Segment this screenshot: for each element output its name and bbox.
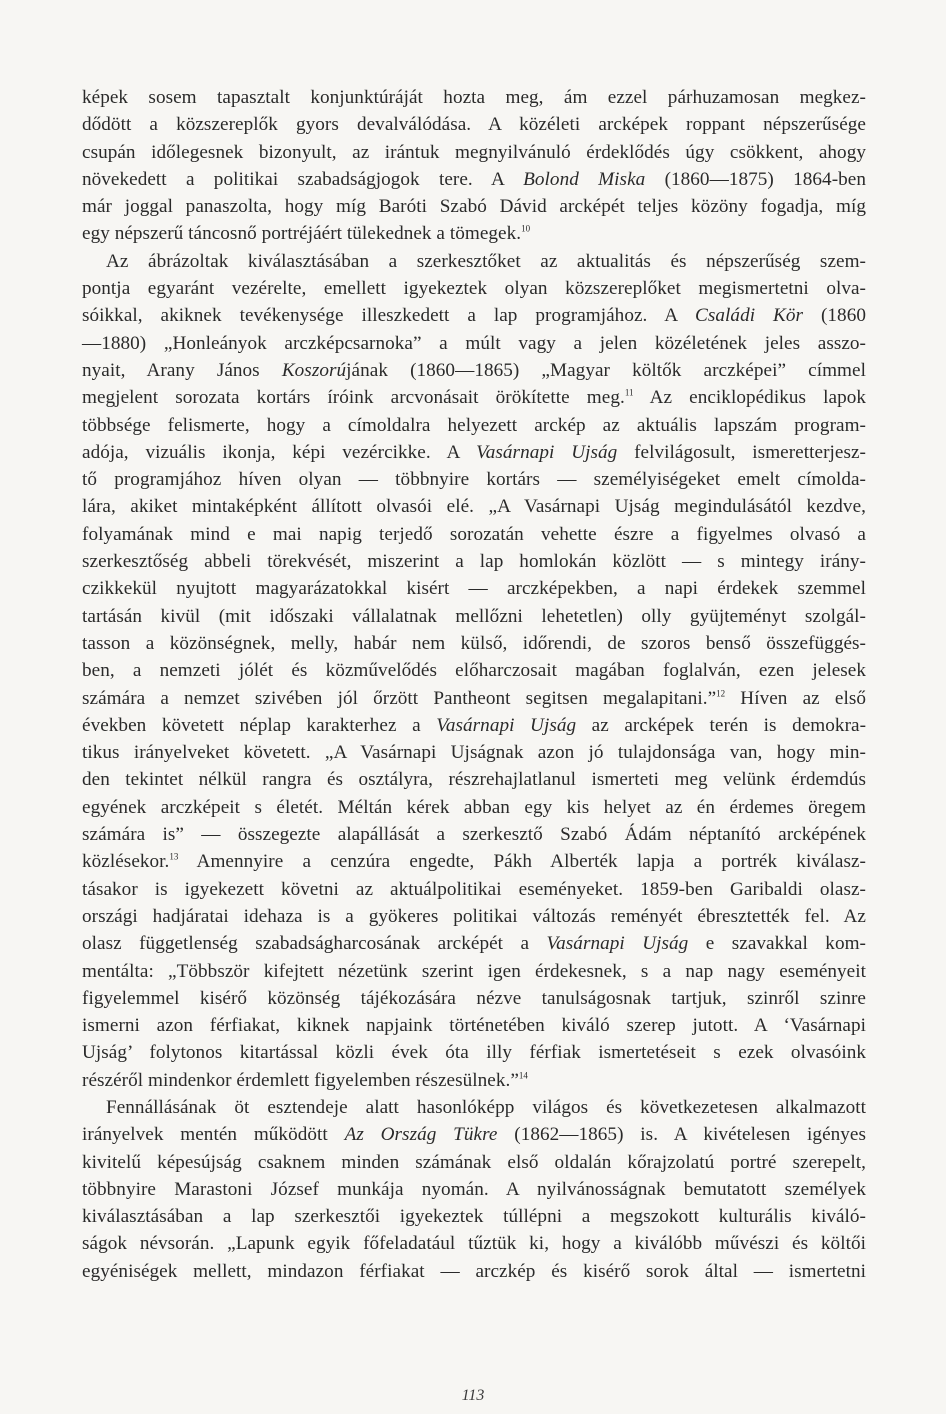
footnote-marker: 13 bbox=[169, 851, 179, 862]
text-line bbox=[82, 1230, 866, 1257]
text-run: (1860 bbox=[803, 305, 866, 327]
text-run: csupán időlegesnek bizonyult, az irántuk megnyilvánuló érdeklődés úgy csökkent, ahogy bbox=[82, 141, 866, 163]
text-line bbox=[82, 521, 866, 548]
text-line bbox=[82, 985, 866, 1012]
text-run: számára a nemzet szivében jól őrzött Pantheont segitsen megalapitani.” bbox=[82, 687, 717, 709]
text-line bbox=[82, 412, 866, 439]
text-run: tartásán kivül (mit időszaki vállalatnak mellőzni lehetetlen) olly gyüjteményt szolgál- bbox=[82, 605, 866, 627]
text-run: szerkesztőség abbeli törekvését, miszerint a lap homlokán közlött — s mintegy irány- bbox=[82, 551, 866, 573]
text-run: tő programjához híven olyan — többnyire kortárs — személyiségeket emelt címolda- bbox=[82, 469, 866, 491]
text-line bbox=[82, 275, 866, 302]
text-run: czikkekül nyujtott magyarázatokkal kisért — arczképekben, a napi érdekek szemmel bbox=[82, 578, 866, 600]
text-run: Fennállásának öt esztendeje alatt hasonlóképp világos és következetesen alkalmazott bbox=[106, 1096, 866, 1118]
text-line bbox=[82, 493, 866, 520]
text-line bbox=[82, 630, 866, 657]
text-run: egyéniségek mellett, mindazon férfiakat — arczkép és kisérő sorok által — ismertetni bbox=[82, 1260, 866, 1282]
footnote-marker: 11 bbox=[624, 387, 634, 398]
text-line bbox=[82, 193, 866, 220]
text-line bbox=[82, 848, 866, 875]
text-run: ben, a nemzeti jólét és közművelődés előharczosait magában foglalván, ezen jelesek bbox=[82, 660, 866, 682]
text-run: mentálta: „Többször kifejtett nézetünk szerint igen érdekesnek, s a nap nagy eseményeit bbox=[82, 960, 866, 982]
text-run: években követett néplap karakterhez a bbox=[82, 714, 437, 736]
text-run: közlésekor. bbox=[82, 851, 170, 873]
text-line bbox=[82, 903, 866, 930]
text-run: többsége felismerte, hogy a címoldalra helyezett arckép az aktuális lapszám program- bbox=[82, 414, 866, 436]
footnote-marker: 12 bbox=[716, 688, 726, 699]
text-run: növekedett a politikai szabadságjogok tere. A bbox=[82, 168, 524, 190]
text-run: irányelvek mentén működött bbox=[82, 1124, 345, 1146]
text-line bbox=[82, 220, 866, 247]
text-run: országi hadjáratai idehaza is a gyökeres politikai változás reményét ébresztették fel. Az bbox=[82, 905, 866, 927]
text-line bbox=[82, 766, 866, 793]
text-run: figyelemmel kisérő közönség tájékozására nézve tanulságosnak tartjuk, szinről szinre bbox=[82, 987, 866, 1009]
paragraph-2 bbox=[82, 248, 866, 1094]
italic-title: Vasárnapi Ujság bbox=[476, 441, 618, 463]
text-line bbox=[82, 1039, 866, 1066]
text-run: adója, vizuális ikonja, képi vezércikke. A bbox=[82, 441, 477, 463]
text-run: ismerni azon férfiakat, kiknek napjaink történetében kiváló szerep jutott. A ‘Vasárnapi bbox=[82, 1015, 866, 1037]
text-run: részéről mindenkor érdemlett figyelemben részesülnek.” bbox=[82, 1069, 519, 1091]
text-run: dődött a közszereplők gyors devalválódása. A közéleti arcképek roppant népszerűsége bbox=[82, 114, 866, 136]
text-line bbox=[82, 575, 866, 602]
text-run: egyének arczképeit s életét. Méltán kérek abban egy kis helyet az én érdemes öregem bbox=[82, 796, 866, 818]
text-line bbox=[82, 603, 866, 630]
text-run: az arcképek terén is demokra- bbox=[576, 714, 867, 736]
text-run: Az ábrázoltak kiválasztásában a szerkesztőket az aktualitás és népszerűség szem- bbox=[106, 250, 866, 272]
italic-title: Vasárnapi Ujság bbox=[546, 933, 689, 955]
text-line bbox=[82, 1149, 866, 1176]
text-line bbox=[82, 712, 866, 739]
text-run: nyait, Arany János bbox=[82, 359, 282, 381]
italic-title: Vasárnapi Ujság bbox=[436, 714, 577, 736]
text-run: Amennyire a cenzúra engedte, Pákh Alberték lapja a portrék kiválasz- bbox=[178, 851, 866, 873]
text-line bbox=[82, 1176, 866, 1203]
text-run: (1862—1865) is. A kivételesen igényes bbox=[497, 1124, 866, 1146]
text-line bbox=[82, 1121, 866, 1148]
text-line bbox=[82, 930, 866, 957]
text-line bbox=[82, 685, 866, 712]
paragraph-3 bbox=[82, 1094, 866, 1285]
text-run: pontja egyaránt vezérelte, emellett igyekeztek olyan közszereplőket megismertetni olva- bbox=[82, 278, 866, 300]
footnote-marker: 10 bbox=[521, 224, 531, 235]
text-line bbox=[82, 357, 866, 384]
document-body bbox=[82, 84, 866, 1285]
text-line bbox=[82, 139, 866, 166]
text-run: den tekintet nélkül rangra és osztályra, részrehajlatlanul ismerteti meg velünk érdemdús bbox=[82, 769, 866, 791]
text-run: ságok névsorán. „Lapunk egyik főfeladatául tűztük ki, hogy a kiválóbb művészi és költői bbox=[82, 1233, 866, 1255]
text-line bbox=[82, 1203, 866, 1230]
text-run: számára is” — összegezte alapállását a szerkesztő Szabó Ádám néptanító arcképének bbox=[82, 824, 866, 846]
text-line bbox=[82, 330, 866, 357]
text-run: jának (1860—1865) „Magyar költők arczképei” címmel bbox=[346, 359, 866, 381]
text-line bbox=[82, 302, 866, 329]
text-line bbox=[82, 548, 866, 575]
text-line bbox=[82, 1258, 866, 1285]
text-line bbox=[82, 166, 866, 193]
text-run: (1860—1875) 1864-ben bbox=[645, 168, 866, 190]
text-run: Híven az első bbox=[725, 687, 866, 709]
text-line bbox=[82, 466, 866, 493]
text-line bbox=[82, 876, 866, 903]
text-line bbox=[82, 1067, 866, 1094]
text-run: képek sosem tapasztalt konjunktúráját hozta meg, ám ezzel párhuzamosan megkez- bbox=[82, 87, 866, 108]
text-run: lára, akiket mintaképként állított olvasói elé. „A Vasárnapi Ujság megindulásától kezdve, bbox=[82, 496, 866, 518]
text-run: egy népszerű táncosnő portréjáért tülekednek a tömegek. bbox=[82, 223, 522, 245]
text-run: tasson a közönségnek, melly, habár nem külső, időrendi, de szoros benső összefüggés- bbox=[82, 632, 866, 654]
text-run: kivitelű képesújság csaknem minden számának első oldalán kőrajzolatú portré szerepelt, bbox=[82, 1151, 866, 1173]
text-run: tikus irányelveket követett. „A Vasárnapi Ujságnak azon jó tulajdonsága van, hogy min- bbox=[82, 742, 866, 764]
page-number: 113 bbox=[461, 1387, 485, 1404]
text-line bbox=[82, 1012, 866, 1039]
text-line bbox=[82, 958, 866, 985]
text-line bbox=[82, 739, 866, 766]
text-line bbox=[82, 384, 866, 411]
italic-title: Koszorú bbox=[281, 359, 347, 381]
text-run: tásakor is igyekezett követni az aktuálpolitikai eseményeket. 1859-ben Garibaldi olasz- bbox=[82, 878, 866, 900]
text-run: többnyire Marastoni József munkája nyomán. A nyilvánosságnak bemutatott személyek bbox=[82, 1178, 866, 1200]
text-run: felvilágosult, ismeretterjesz- bbox=[617, 441, 866, 463]
footnote-marker: 14 bbox=[518, 1070, 528, 1081]
italic-title: Az Ország Tükre bbox=[344, 1124, 498, 1146]
text-line bbox=[82, 821, 866, 848]
text-run: folyamának mind e mai napig terjedő sorozatán vehette észre a figyelmes olvasó a bbox=[82, 523, 866, 545]
text-line bbox=[82, 794, 866, 821]
text-line bbox=[82, 248, 866, 275]
paragraph-1 bbox=[82, 84, 866, 248]
text-run: sóikkal, akiknek tevékenysége illeszkedett a lap programjához. A bbox=[82, 305, 696, 327]
text-run: e szavakkal kom- bbox=[688, 933, 867, 955]
text-line bbox=[82, 1094, 866, 1121]
italic-title: Bolond Miska bbox=[523, 168, 646, 190]
text-line bbox=[82, 439, 866, 466]
text-line bbox=[82, 111, 866, 138]
text-run: Ujság’ folytonos kitartással közli évek óta illy férfiak ismertetéseit s ezek olvasóink bbox=[82, 1042, 866, 1064]
text-line bbox=[82, 84, 866, 111]
text-run: már joggal panaszolta, hogy míg Baróti Szabó Dávid arcképét teljes közöny fogadja, míg bbox=[82, 196, 866, 218]
text-run: —1880) „Honleányok arczképcsarnoka” a múlt vagy a jelen közéletének jeles asszo- bbox=[82, 332, 866, 354]
text-run: Az enciklopédikus lapok bbox=[633, 387, 867, 409]
text-run: megjelent sorozata kortárs íróink arcvonásait örökítette meg. bbox=[82, 387, 625, 409]
text-line bbox=[82, 657, 866, 684]
text-run: kiválasztásában a lap szerkesztői igyekeztek túllépni a megszokott kulturális kiváló- bbox=[82, 1206, 866, 1228]
italic-title: Családi Kör bbox=[695, 305, 804, 327]
text-run: olasz függetlenség szabadságharcosának arcképét a bbox=[82, 933, 547, 955]
